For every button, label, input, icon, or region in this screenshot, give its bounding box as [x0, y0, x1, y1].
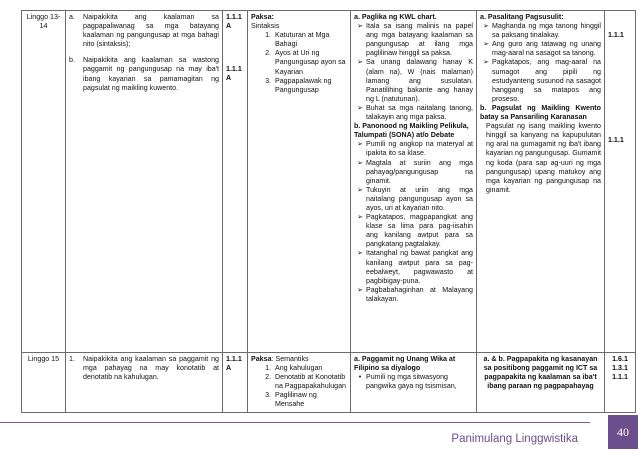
content-title: Paksa	[251, 355, 272, 363]
arrow-bullet-icon: ➢	[357, 250, 363, 258]
assessment-b-heading: b. Pagsulat ng Maikling Kwento batay sa Pansariling Karanasan	[480, 103, 601, 122]
activity-item: ➢ Itala sa isang malinis na papel ang mga batayang kaalaman sa pangungusap at ilang mga paglilinaw hinggil sa paksa.	[354, 22, 473, 58]
assessment-heading: a. & b. Pagpapakita ng kasanayan sa positibong paggamit ng ICT sa pagpapakita ng kaalaman sa iba't ibang paraan ng pagpapahayag	[483, 355, 598, 391]
content-cell	[248, 11, 351, 353]
arrow-bullet-icon: ➢	[483, 41, 489, 49]
content-item: 3. Pagpapalawak ng Pangungusap	[265, 76, 332, 94]
activity-item: ➢ Buhat sa mga naitalang tanong, talakayin ang mga paksa.	[354, 104, 473, 122]
content-title: Paksa:	[251, 13, 274, 21]
footer-title: Panimulang Linggwistika	[451, 433, 578, 445]
competency-text: Naipakikita ang kaalaman sa pagpapaliwanag sa mga batayang kaalaman ng pangungusap at mga bahagi nito (sintaksis);	[83, 13, 219, 49]
activities-cell	[351, 353, 477, 413]
page-number: 40	[608, 415, 638, 449]
assessment-code-cell	[605, 11, 636, 353]
arrow-bullet-icon: ➢	[357, 59, 363, 67]
competency-label: b.	[69, 56, 75, 65]
code-value: 1.1.1 A	[226, 355, 242, 373]
code-cell	[223, 11, 248, 353]
code-value: 1.1.1	[608, 136, 624, 145]
table-row	[22, 11, 636, 353]
activities-heading: a. Paggamit ng Unang Wika at Filipino sa diyalogo	[354, 355, 456, 373]
arrow-bullet-icon: ➢	[357, 186, 363, 194]
week-label: Linggo 15	[27, 355, 60, 363]
assessment-cell	[477, 353, 605, 413]
assessment-code-cell	[605, 353, 636, 413]
activities-heading: a. Paglika ng KWL chart.	[354, 13, 437, 21]
curriculum-table	[21, 10, 636, 413]
competencies-cell	[66, 353, 223, 413]
round-bullet-icon: •	[358, 373, 362, 382]
competencies-cell	[66, 11, 223, 353]
code-value: 1.1.1 A	[226, 65, 242, 83]
content-item: 1. Katuturan at Mga Bahagi	[265, 31, 330, 49]
content-cell	[248, 353, 351, 413]
activity-item: ➢ Pagbabahaginhan at Malayang talakayan.	[354, 286, 473, 304]
code-value: 1.1.1	[612, 373, 628, 382]
content-subtitle: : Semantiks	[271, 355, 309, 363]
competency-label: a.	[69, 13, 75, 21]
competency-item	[69, 13, 219, 49]
code-value: 1.1.1 A	[226, 13, 242, 31]
activity-item: ➢ Pagkatapos, magpapangkat ang klase sa lima para pag-iisahin ang kanilang awtput para sa pangkatang pagtalakay.	[354, 213, 473, 249]
arrow-bullet-icon: ➢	[483, 23, 489, 31]
content-subtitle: Sintaksis	[251, 22, 280, 31]
arrow-bullet-icon: ➢	[357, 141, 363, 149]
activity-item: ➢ Sa unang dalawang hanay K (alam na), W (nais malaman) lamang ang susulatan. Panatilihing bakante ang hanay ng L (natutunan).	[354, 58, 473, 103]
content-item: 2. Denotatib at Konotatib na Pagpapakahulugan	[265, 373, 347, 391]
activity-item: ➢ Itatanghal ng bawat pangkat ang kanilang awtput para sa pag-eebalweyt, pagwawasto at pagbibigay-puna.	[354, 249, 473, 285]
activities-b-heading: b. Panonood ng Maikling Pelikula, Talumpati (SONA) at/o Debate	[354, 122, 469, 140]
competency-label: 1.	[69, 355, 75, 363]
code-value: 1.1.1	[608, 31, 624, 39]
arrow-bullet-icon: ➢	[357, 23, 363, 31]
arrow-bullet-icon: ➢	[483, 59, 489, 67]
assessment-b-text: Pagsulat ng isang maikling kwento hinggil sa kanyang na kapupulutan ng aral na gumagamit ng iba't ibang kayarian ng pangungusap. Gumamit ng koda (para sap ag-uuri ng mga pangungusap) upang matukoy ang mga kayarian ng pangungusap na ginamit.	[486, 122, 601, 194]
assessment-item: ➢ Pagkatapos, ang mag-aaral na sumagot ang pipili ng estudyanteng susunod na sasagot hanggang sa matapos ang proseso.	[480, 58, 601, 103]
activities-cell	[351, 11, 477, 353]
activity-item: ➢ Magtala at suriin ang mga pahayag/pangungusap na ginamit.	[354, 159, 473, 186]
activity-item: ➢ Pumili ng angkop na materyal at ipakita ito sa klase.	[354, 140, 473, 158]
activity-item: • Pumili ng mga sitwasyong pangwika gaya ng tsismisan,	[354, 373, 473, 391]
assessment-heading: a. Pasalitang Pagsusulit:	[480, 13, 564, 21]
week-label: Linggo 13-14	[26, 13, 61, 31]
table-row	[22, 353, 636, 413]
page-footer	[0, 415, 638, 451]
arrow-bullet-icon: ➢	[357, 159, 363, 167]
competency-text: Naipakikita ang kaalaman sa paggamit ng mga pahayag na may konotatib at denotatib na kahulugan.	[83, 355, 219, 382]
content-item: 3. Paglilinaw ng Mensahe	[265, 391, 317, 409]
competency-text: Naipakikita ang kaalaman sa wastong paggamit ng pangungusap na may iba't ibang kayarian sa pamamagitan ng pagsulat ng maikling kuwento.	[83, 56, 219, 92]
code-value: 1.6.1	[612, 355, 628, 363]
week-cell	[22, 11, 66, 353]
competency-item	[69, 355, 219, 382]
arrow-bullet-icon: ➢	[357, 104, 363, 112]
content-item: 1. Ang kahulugan	[265, 364, 323, 373]
content-item: 2. Ayos at Uri ng Pangungusap ayon sa Kayarian	[265, 49, 346, 76]
code-cell	[223, 353, 248, 413]
activity-item: ➢ Tukuyin at uriin ang mga naitalang pangungusap ayon sa ayos, uri at kayarian nito.	[354, 186, 473, 213]
assessment-item: ➢ Ang guro ang tatawag ng unang mag-aaral na sasagot sa tanong.	[480, 40, 601, 58]
assessment-item: ➢ Maghanda ng mga tanong hinggil sa paksang tinalakay.	[480, 22, 601, 40]
week-cell	[22, 353, 66, 413]
competency-item	[69, 56, 219, 92]
arrow-bullet-icon: ➢	[357, 286, 363, 294]
arrow-bullet-icon: ➢	[357, 214, 363, 222]
assessment-cell	[477, 11, 605, 353]
code-value: 1.3.1	[612, 364, 628, 373]
footer-rule	[0, 422, 590, 423]
